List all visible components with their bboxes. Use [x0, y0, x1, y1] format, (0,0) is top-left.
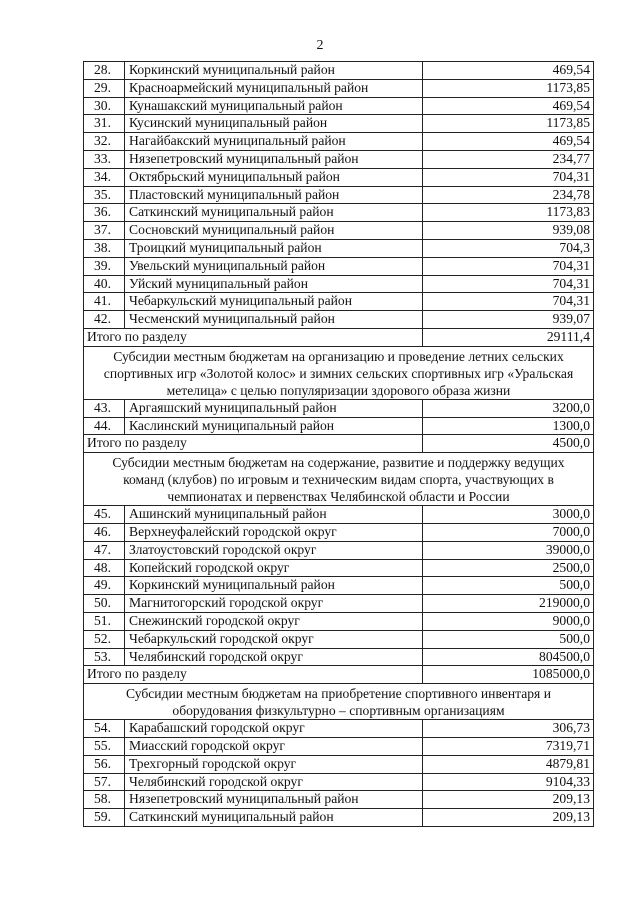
row-number: 53.	[84, 648, 125, 666]
table-row	[84, 737, 594, 755]
row-number: 51.	[84, 612, 125, 630]
municipality-name: Троицкий муниципальный район	[125, 239, 423, 257]
row-number: 28.	[84, 62, 125, 80]
table-row	[84, 595, 594, 613]
subsidy-amount: 234,77	[423, 150, 594, 168]
municipality-name: Кунашакский муниципальный район	[125, 97, 423, 115]
row-number: 32.	[84, 133, 125, 151]
table-row	[84, 755, 594, 773]
municipality-name: Чебаркульский городской округ	[125, 630, 423, 648]
table-row	[84, 720, 594, 738]
municipality-name: Чесменский муниципальный район	[125, 311, 423, 329]
subsidy-table	[83, 61, 594, 827]
table-row	[84, 791, 594, 809]
row-number: 58.	[84, 791, 125, 809]
row-number: 41.	[84, 293, 125, 311]
section-total-row	[84, 666, 594, 684]
subsidy-amount: 39000,0	[423, 541, 594, 559]
table-row	[84, 79, 594, 97]
section-total-value: 4500,0	[423, 435, 594, 453]
municipality-name: Саткинский муниципальный район	[125, 809, 423, 827]
subsidy-amount: 3200,0	[423, 399, 594, 417]
row-number: 42.	[84, 311, 125, 329]
table-row	[84, 186, 594, 204]
row-number: 29.	[84, 79, 125, 97]
municipality-name: Верхнеуфалейский городской округ	[125, 523, 423, 541]
table-row	[84, 204, 594, 222]
municipality-name: Пластовский муниципальный район	[125, 186, 423, 204]
table-row	[84, 115, 594, 133]
subsidy-amount: 1173,83	[423, 204, 594, 222]
row-number: 40.	[84, 275, 125, 293]
row-number: 59.	[84, 809, 125, 827]
row-number: 57.	[84, 773, 125, 791]
table-row	[84, 612, 594, 630]
municipality-name: Каслинский муниципальный район	[125, 417, 423, 435]
section-total-value: 1085000,0	[423, 666, 594, 684]
table-row	[84, 150, 594, 168]
subsidy-amount: 1300,0	[423, 417, 594, 435]
municipality-name: Увельский муниципальный район	[125, 257, 423, 275]
section-heading-row	[84, 684, 594, 720]
subsidy-amount: 704,31	[423, 293, 594, 311]
subsidy-amount: 306,73	[423, 720, 594, 738]
row-number: 34.	[84, 168, 125, 186]
table-row	[84, 541, 594, 559]
row-number: 37.	[84, 222, 125, 240]
subsidy-amount: 9000,0	[423, 612, 594, 630]
table-row	[84, 97, 594, 115]
table-row	[84, 133, 594, 151]
subsidy-amount: 4879,81	[423, 755, 594, 773]
table-row	[84, 62, 594, 80]
subsidy-amount: 469,54	[423, 133, 594, 151]
table-row	[84, 275, 594, 293]
row-number: 36.	[84, 204, 125, 222]
row-number: 50.	[84, 595, 125, 613]
row-number: 52.	[84, 630, 125, 648]
section-heading: Субсидии местным бюджетам на приобретение спортивного инвентаря и оборудования физкультурно – спортивным организациям	[84, 684, 594, 720]
table-row	[84, 239, 594, 257]
municipality-name: Уйский муниципальный район	[125, 275, 423, 293]
row-number: 30.	[84, 97, 125, 115]
row-number: 45.	[84, 506, 125, 524]
section-total-label: Итого по разделу	[84, 666, 423, 684]
municipality-name: Нагайбакский муниципальный район	[125, 133, 423, 151]
subsidy-amount: 7319,71	[423, 737, 594, 755]
municipality-name: Октябрьский муниципальный район	[125, 168, 423, 186]
municipality-name: Чебаркульский муниципальный район	[125, 293, 423, 311]
subsidy-amount: 939,07	[423, 311, 594, 329]
municipality-name: Саткинский муниципальный район	[125, 204, 423, 222]
table-row	[84, 257, 594, 275]
municipality-name: Снежинский городской округ	[125, 612, 423, 630]
section-total-value: 29111,4	[423, 328, 594, 346]
municipality-name: Магнитогорский городской округ	[125, 595, 423, 613]
subsidy-amount: 469,54	[423, 62, 594, 80]
row-number: 35.	[84, 186, 125, 204]
municipality-name: Златоустовский городской округ	[125, 541, 423, 559]
municipality-name: Челябинский городской округ	[125, 648, 423, 666]
subsidy-amount: 704,31	[423, 168, 594, 186]
subsidy-amount: 804500,0	[423, 648, 594, 666]
table-row	[84, 523, 594, 541]
subsidy-amount: 209,13	[423, 791, 594, 809]
row-number: 55.	[84, 737, 125, 755]
subsidy-amount: 469,54	[423, 97, 594, 115]
table-row	[84, 311, 594, 329]
row-number: 56.	[84, 755, 125, 773]
subsidy-amount: 704,31	[423, 275, 594, 293]
row-number: 44.	[84, 417, 125, 435]
subsidy-amount: 500,0	[423, 630, 594, 648]
table-row	[84, 399, 594, 417]
row-number: 33.	[84, 150, 125, 168]
row-number: 47.	[84, 541, 125, 559]
municipality-name: Миасский городской округ	[125, 737, 423, 755]
subsidy-amount: 3000,0	[423, 506, 594, 524]
table-row	[84, 648, 594, 666]
municipality-name: Челябинский городской округ	[125, 773, 423, 791]
subsidy-amount: 704,3	[423, 239, 594, 257]
municipality-name: Карабашский городской округ	[125, 720, 423, 738]
municipality-name: Ашинский муниципальный район	[125, 506, 423, 524]
section-total-row	[84, 328, 594, 346]
subsidy-amount: 704,31	[423, 257, 594, 275]
municipality-name: Нязепетровский муниципальный район	[125, 791, 423, 809]
subsidy-amount: 1173,85	[423, 115, 594, 133]
table-row	[84, 809, 594, 827]
municipality-name: Копейский городской округ	[125, 559, 423, 577]
municipality-name: Нязепетровский муниципальный район	[125, 150, 423, 168]
subsidy-amount: 234,78	[423, 186, 594, 204]
subsidy-amount: 1173,85	[423, 79, 594, 97]
section-total-label: Итого по разделу	[84, 435, 423, 453]
section-heading: Субсидии местным бюджетам на организацию и проведение летних сельских спортивных игр «Золотой колос» и зимних сельских спортивных игр «Уральская метелица» с целью популяризации здорового образа жизни	[84, 346, 594, 399]
row-number: 46.	[84, 523, 125, 541]
subsidy-amount: 209,13	[423, 809, 594, 827]
row-number: 39.	[84, 257, 125, 275]
subsidy-amount: 2500,0	[423, 559, 594, 577]
table-row	[84, 417, 594, 435]
municipality-name: Коркинский муниципальный район	[125, 62, 423, 80]
municipality-name: Сосновский муниципальный район	[125, 222, 423, 240]
row-number: 31.	[84, 115, 125, 133]
municipality-name: Красноармейский муниципальный район	[125, 79, 423, 97]
page-number: 2	[316, 38, 324, 53]
section-total-label: Итого по разделу	[84, 328, 423, 346]
municipality-name: Трехгорный городской округ	[125, 755, 423, 773]
subsidy-amount: 7000,0	[423, 523, 594, 541]
table-row	[84, 168, 594, 186]
section-heading-row	[84, 453, 594, 506]
subsidy-table-body	[84, 62, 594, 827]
municipality-name: Коркинский муниципальный район	[125, 577, 423, 595]
row-number: 49.	[84, 577, 125, 595]
row-number: 54.	[84, 720, 125, 738]
table-row	[84, 559, 594, 577]
row-number: 48.	[84, 559, 125, 577]
subsidy-amount: 9104,33	[423, 773, 594, 791]
table-row	[84, 630, 594, 648]
section-total-row	[84, 435, 594, 453]
table-row	[84, 577, 594, 595]
section-heading-row	[84, 346, 594, 399]
subsidy-amount: 219000,0	[423, 595, 594, 613]
table-row	[84, 293, 594, 311]
municipality-name: Кусинский муниципальный район	[125, 115, 423, 133]
subsidy-amount: 939,08	[423, 222, 594, 240]
municipality-name: Аргаяшский муниципальный район	[125, 399, 423, 417]
table-row	[84, 222, 594, 240]
row-number: 43.	[84, 399, 125, 417]
section-heading: Субсидии местным бюджетам на содержание, развитие и поддержку ведущих команд (клубов) по игровым и техническим видам спорта, участвующих в чемпионатах и первенствах Челябинской области и России	[84, 453, 594, 506]
row-number: 38.	[84, 239, 125, 257]
table-row	[84, 773, 594, 791]
table-row	[84, 506, 594, 524]
subsidy-amount: 500,0	[423, 577, 594, 595]
